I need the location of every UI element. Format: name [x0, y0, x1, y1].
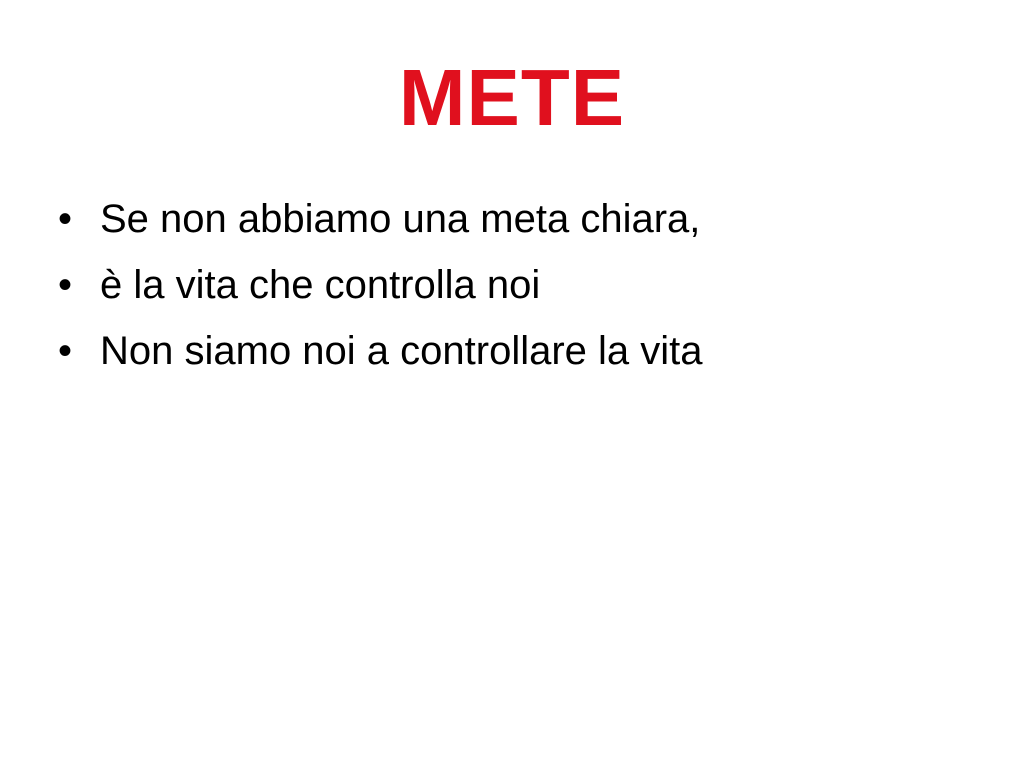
bullet-item: [58, 318, 998, 384]
bullet-text: è la vita che controlla noi: [100, 263, 541, 307]
bullet-marker: •: [58, 197, 73, 241]
bullet-text: Non siamo noi a controllare la vita: [100, 329, 703, 373]
bullet-marker: •: [58, 263, 73, 307]
bullet-text: Se non abbiamo una meta chiara,: [100, 197, 701, 241]
bullet-marker: •: [58, 329, 73, 373]
bullet-item: [58, 252, 998, 318]
slide-title: METE: [398, 53, 626, 142]
bullet-item: [58, 186, 998, 252]
bullet-list: [58, 186, 998, 384]
